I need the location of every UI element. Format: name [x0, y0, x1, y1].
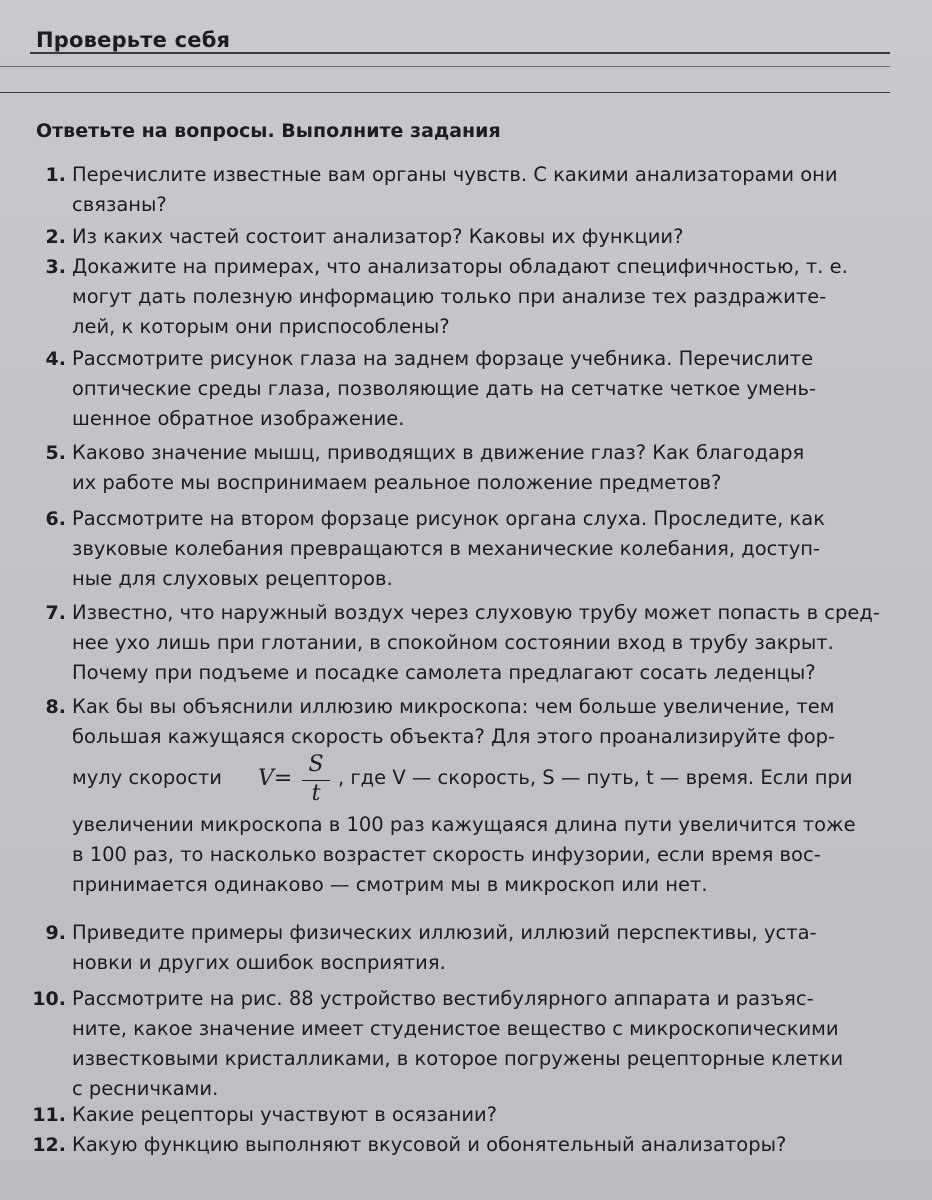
- question-line: Как бы вы объяснили иллюзию микроскопа: чем больше увеличение, тем: [72, 695, 835, 718]
- question-line: принимается одинаково — смотрим мы в микроскоп или нет.: [72, 873, 708, 896]
- question-line: Рассмотрите на втором форзаце рисунок органа слуха. Проследите, как: [72, 507, 825, 530]
- question-number: 1.: [45, 164, 66, 186]
- section-title: Проверьте себя: [36, 28, 231, 52]
- question-line: Почему при подъеме и посадке самолета предлагают сосать леденцы?: [72, 661, 816, 684]
- formula-numerator: S: [308, 752, 324, 777]
- question-line: могут дать полезную информацию только при анализе тех раздражите-: [72, 285, 827, 308]
- formula-denominator: t: [311, 781, 321, 806]
- question-number: 7.: [45, 602, 66, 624]
- formula-equals: =: [273, 766, 293, 791]
- header-rule: [30, 52, 890, 54]
- formula-v: V: [258, 766, 274, 791]
- question-line: звуковые колебания превращаются в механические колебания, доступ-: [72, 537, 821, 560]
- question-line: Какие рецепторы участвуют в осязании?: [72, 1103, 498, 1126]
- question-line: Из каких частей состоит анализатор? Каковы их функции?: [72, 225, 684, 248]
- question-number: 10.: [32, 988, 66, 1010]
- header-rule-thin: [0, 66, 890, 67]
- question-line: с ресничками.: [72, 1077, 219, 1100]
- question-line: нее ухо лишь при глотании, в спокойном состоянии вход в трубу закрыт.: [72, 631, 834, 654]
- question-number: 6.: [45, 508, 66, 530]
- question-line: лей, к которым они приспособлены?: [72, 315, 450, 338]
- question-number: 12.: [32, 1134, 66, 1156]
- question-number: 5.: [45, 442, 66, 464]
- question-number: 4.: [45, 348, 66, 370]
- question-line: ные для слуховых рецепторов.: [72, 567, 393, 590]
- question-line: Приведите примеры физических иллюзий, иллюзий перспективы, уста-: [72, 921, 817, 944]
- question-line: шенное обратное изображение.: [72, 407, 405, 430]
- question-line: Какую функцию выполняют вкусовой и обонятельный анализаторы?: [72, 1133, 787, 1156]
- question-number: 9.: [45, 922, 66, 944]
- question-line: оптические среды глаза, позволяющие дать на сетчатке четкое умень-: [72, 377, 817, 400]
- question-number: 3.: [45, 256, 66, 278]
- question-number: 8.: [45, 696, 66, 718]
- question-line: увеличении микроскопа в 100 раз кажущаяся длина пути увеличится тоже: [72, 813, 856, 836]
- question-line: связаны?: [72, 193, 167, 216]
- header-rule-bottom: [0, 92, 890, 93]
- question-line: Докажите на примерах, что анализаторы обладают специфичностью, т. е.: [72, 255, 848, 278]
- question-line: Рассмотрите рисунок глаза на заднем форзаце учебника. Перечислите: [72, 347, 814, 370]
- question-line: Известно, что наружный воздух через слуховую трубу может попасть в сред-: [72, 601, 880, 624]
- question-line: их работе мы воспринимаем реальное положение предметов?: [72, 471, 722, 494]
- question-line: большая кажущаяся скорость объекта? Для этого проанализируйте фор-: [72, 725, 836, 748]
- section-header: [30, 22, 900, 56]
- formula-line: [72, 752, 892, 810]
- question-number: 2.: [45, 226, 66, 248]
- question-line: новки и других ошибок восприятия.: [72, 951, 446, 974]
- question-line: известковыми кристалликами, в которое погружены рецепторные клетки: [72, 1047, 844, 1070]
- question-line: ните, какое значение имеет студенистое вещество с микроскопическими: [72, 1017, 839, 1040]
- question-line: Перечислите известные вам органы чувств. С какими анализаторами они: [72, 163, 838, 186]
- formula-suffix: , где V — скорость, S — путь, t — время. Если при: [338, 766, 853, 789]
- section-subtitle: Ответьте на вопросы. Выполните задания: [36, 120, 501, 142]
- question-line: Каково значение мышц, приводящих в движение глаз? Как благодаря: [72, 441, 805, 464]
- question-line: Рассмотрите на рис. 88 устройство вестибулярного аппарата и разъяс-: [72, 987, 814, 1010]
- question-line: в 100 раз, то насколько возрастет скорость инфузории, если время вос-: [72, 843, 821, 866]
- formula-fraction: [302, 752, 330, 809]
- question-number: 11.: [32, 1104, 66, 1126]
- formula-prefix: мулу скорости: [72, 766, 222, 789]
